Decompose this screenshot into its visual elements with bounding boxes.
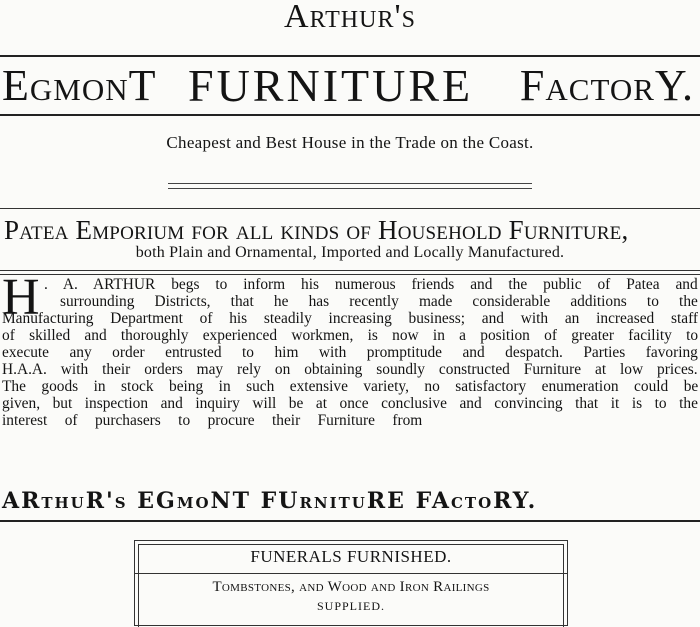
tagline: Cheapest and Best House in the Trade on the Coast. xyxy=(166,133,534,152)
footer-rule xyxy=(0,520,700,522)
footer-banner: ARthuR's EGmoNT FUrnituRE FActoRY. xyxy=(2,488,538,514)
headline-word-furniture: FURNITURE xyxy=(188,60,474,111)
section-rule-mid-2 xyxy=(0,274,700,275)
headline-word-factory: FactorY. xyxy=(519,61,694,110)
divider-bottom xyxy=(168,188,532,189)
funerals-separator xyxy=(135,573,567,574)
sub-headline: Patea Emporium for all kinds of Household Furniture, xyxy=(4,215,629,245)
body-line: . A. ARTHUR begs to inform his numerous friends and the public of Patea and xyxy=(44,276,698,293)
body-line: of skilled and thoroughly experienced workmen, is now in a position of greater facility to xyxy=(2,327,699,344)
body-line: given, but inspection and inquiry will be at once conclusive and convincing that it is to the xyxy=(2,395,698,412)
section-rule-top xyxy=(0,208,700,209)
divider-top xyxy=(168,183,532,184)
body-line: Manufacturing Department of his steadily increasing business; and with an increased staff xyxy=(2,310,699,327)
funerals-line-tombstones: Tombstones, and Wood and Iron Railings xyxy=(212,579,490,595)
dropcap-letter: H xyxy=(2,269,40,326)
funerals-box xyxy=(134,540,568,626)
body-line: The goods in stock being in such extensive variety, no satisfactory enumeration could be xyxy=(2,378,699,395)
sub-tagline: both Plain and Ornamental, Imported and Locally Manufactured. xyxy=(135,244,565,261)
body-line: execute any order entrusted to him with promptitude and despatch. Parties favoring xyxy=(2,344,698,361)
masthead-rule xyxy=(0,55,700,57)
headline-rule xyxy=(0,114,700,116)
section-rule-mid xyxy=(0,270,700,271)
masthead: Arthur's xyxy=(284,0,416,35)
headline xyxy=(0,60,700,112)
body-line: surrounding Districts, that he has recently made considerable additions to the xyxy=(60,293,698,310)
headline-word-egmont: EgmonT xyxy=(2,61,157,110)
body-line: H.A.A. with their orders may rely on obtaining soundly constructed Furniture at low prices. xyxy=(2,361,698,378)
funerals-title: FUNERALS FURNISHED. xyxy=(250,547,452,566)
funerals-line-supplied: SUPPLIED. xyxy=(316,599,385,613)
body-line: interest of purchasers to procure their Furniture from xyxy=(2,412,423,429)
